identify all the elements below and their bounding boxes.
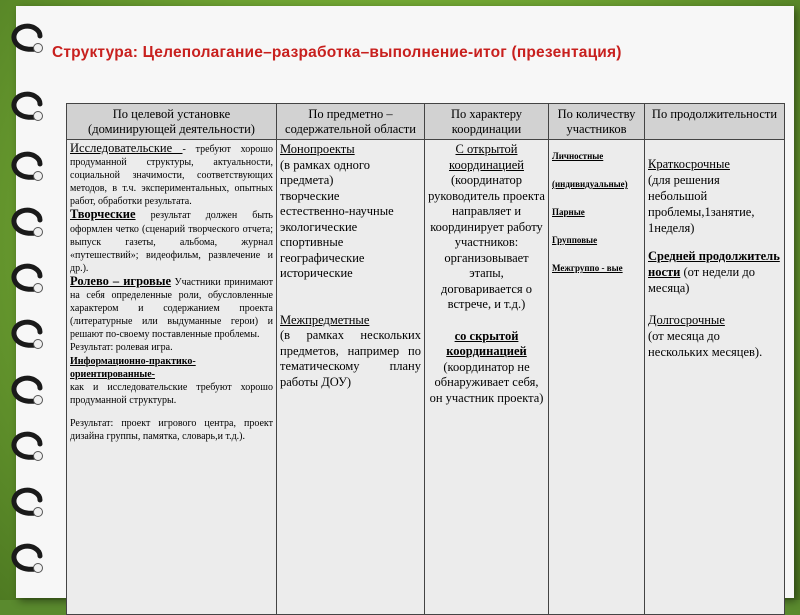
creative-text: результат должен быть оформлен четко (сценарий творческого отчета; выпуск газеты, альбома, журнал «путешествий»; видеофильм, развлечение и др.).	[70, 210, 273, 274]
open-title: С открытой координацией	[449, 142, 524, 172]
table-header-row	[67, 104, 785, 140]
info-text: как и исследовательские требуют хорошо продуманной структуры.	[70, 381, 273, 406]
spiral-ring-icon	[2, 150, 46, 184]
role-result: Результат: ролевая игра.	[70, 342, 173, 354]
list-item: исторические	[280, 266, 353, 280]
spiral-ring-icon	[2, 318, 46, 352]
medium-title: Средней продолжительности	[648, 249, 780, 279]
header-participants: По количеству участников	[549, 104, 645, 140]
list-item: Межгруппо - вые	[552, 263, 623, 273]
info-result: Результат: проект игрового центра, проект дизайна группы, памятка, словарь,и т.д.).	[70, 417, 273, 442]
header-coordination: По характеру координации	[425, 104, 549, 140]
hidden-text: (координатор не обнаруживает себя, он участник проекта)	[429, 359, 544, 405]
spiral-ring-icon	[2, 90, 46, 124]
list-item: естественно-научные	[280, 204, 394, 218]
creative-title: Творческие	[70, 207, 136, 222]
long-text: (от месяца до нескольких месяцев).	[648, 329, 763, 359]
cell-duration	[645, 140, 785, 615]
hidden-title: со скрытой координацией	[446, 328, 527, 358]
cell-subject	[277, 140, 425, 615]
research-text: - требуют хорошо продуманной структуры, актуальности, социальной значимости, соответствующих методов, в т.ч. экспериментальных, опытных работ, обработки результата.	[70, 144, 273, 208]
list-item: (в рамках одного предмета)	[280, 157, 370, 187]
mono-title: Монопроекты	[280, 142, 355, 156]
list-item: Парные	[552, 207, 585, 217]
cell-coordination	[425, 140, 549, 615]
list-item: экологические	[280, 219, 358, 234]
slide-title: Структура: Целеполагание–разработка–выполнение-итог (презентация)	[52, 44, 622, 61]
spiral-ring-icon	[2, 206, 46, 240]
inter-text: (в рамках нескольких предметов, например по тематическому плану работы ДОУ)	[280, 328, 421, 389]
open-text: (координатор руководитель проекта направляет и координирует работу участников: организовывает этапы, договаривается о встрече, и т.д.)	[428, 173, 545, 311]
list-item: Личностные (индивидуальные)	[552, 151, 628, 189]
header-target: По целевой установке (доминирующей деятельности)	[67, 104, 277, 140]
spiral-ring-icon	[2, 542, 46, 576]
table-row	[67, 140, 785, 615]
research-title: Исследовательские	[70, 141, 183, 155]
spiral-ring-icon	[2, 22, 46, 56]
short-title: Краткосрочные	[648, 157, 730, 171]
spiral-ring-icon	[2, 262, 46, 296]
list-item: спортивные	[280, 235, 344, 249]
list-item: Групповые	[552, 235, 598, 245]
list-item: географические	[280, 250, 365, 265]
inter-title: Межпредметные	[280, 312, 370, 327]
cell-target	[67, 140, 277, 615]
spiral-ring-icon	[2, 430, 46, 464]
spiral-ring-icon	[2, 486, 46, 520]
spiral-ring-icon	[2, 374, 46, 408]
cell-participants	[549, 140, 645, 615]
header-duration: По продолжительности	[645, 104, 785, 140]
role-text: Участники принимают на себя определенные роли, обусловленные характером и содержанием проекта (литературные или выдуманные герои) и решают по-своему поставленные проблемы.	[70, 276, 273, 341]
list-item: творческие	[280, 188, 340, 203]
info-title: Информационно-практико-ориентированные-	[70, 355, 196, 380]
medium-text: (от недели до месяца)	[648, 265, 755, 295]
header-subject: По предметно – содержательной области	[277, 104, 425, 140]
long-title: Долгосрочные	[648, 313, 725, 327]
role-title: Ролево – игровые	[70, 273, 172, 288]
project-types-table	[66, 103, 785, 615]
short-text: (для решения небольшой проблемы,1занятие, 1неделя)	[648, 173, 755, 235]
